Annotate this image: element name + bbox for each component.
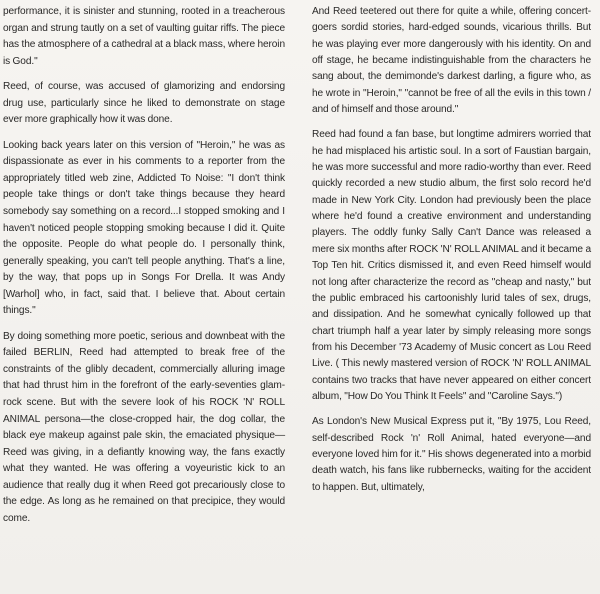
paragraph: As London's New Musical Express put it, "By 1975, Lou Reed, self-described Rock 'n' Roll Animal, hated everyone—and everyone loved him for it." His shows degenerated into a morbid death watch, his fans like rubbernecks, waiting for the accident to happen. But, ultimately, — [312, 416, 591, 493]
paragraph: And Reed teetered out there for quite a while, offering concert-goers sordid stories, hard-edged sounds, vicarious thrills. But he was playing ever more dangerously with his identity. On and off stage, he became indistinguishable from the characters he sang about, the demimonde's darkest darling, a figure who, as he wrote in "Heroin," "cannot be free of all the evils in this town / and of himself and those around." — [312, 6, 591, 116]
paragraph: Reed had found a fan base, but longtime admirers worried that he had misplaced his artistic soul. In a sort of Faustian bargain, he was more successful and more radio-worthy than ever. Reed quickly recorded a new studio album, the first solo record he'd made in New York City. London had previously been the place where he'd found a creative environment and understanding players. The oddly funky Sally Can't Dance was released a mere six months after ROCK 'N' ROLL ANIMAL and it became a Top Ten hit. Critics dismissed it, and even Reed himself would not long after characterize the record as "cheap and nasty," but the public embraced his cartoonishly lurid tales of sex, drugs, and dissipation. And he somewhat cynically followed up that chart triumph half a year later by simply releasing more songs from his December '73 Academy of Music concert as Lou Reed Live. ( This newly mastered version of ROCK 'N' ROLL ANIMAL contains two tracks that have never appeared on either concert album, "How Do You Think It Feels" and "Caroline Says.") — [312, 129, 591, 402]
right-text-column — [312, 4, 591, 505]
left-text-column — [3, 4, 285, 536]
paragraph: Looking back years later on this version of "Heroin," he was as dispassionate as ever in his comments to a reporter from the appropriately titled web zine, Addicted To Noise: "I don't think people take things or don't take things because they heard somebody say something on a record...I stopped smoking and I haven't noticed people stopping smoking because I did it. Quite the opposite. People do what people do. I personally think, generally speaking, you can't tell people anything. That's a line, by the way, that pops up in Songs For Drella. It was Andy [Warhol] who, in fact, said that. I believe that. About certain things." — [3, 139, 285, 317]
paragraph: performance, it is sinister and stunning, rooted in a treacherous organ and strung tautly on a set of vaulting guitar riffs. The piece has the atmosphere of a cathedral at a black mass, where heroin is God." — [3, 6, 285, 67]
paragraph: By doing something more poetic, serious and downbeat with the failed BERLIN, Reed had attempted to break free of the constraints of the glibly decadent, commercially alluring image that had thrust him in the forefront of the early-seventies glam-rock scene. But with the severe look of his ROCK 'N' ROLL ANIMAL persona—the close-cropped hair, the dog collar, the black eye makeup against pale skin, the emaciated physique—Reed was giving, in a defiantly knowing way, the fans exactly what they wanted. He was offering a voyeuristic kick to an audience that really dug it when Reed got precariously close to the edge. As long as he remained on that precipice, they would come. — [3, 330, 285, 524]
paragraph: Reed, of course, was accused of glamorizing and endorsing drug use, particularly since he liked to demonstrate on stage ever more graphically how it was done. — [3, 81, 285, 126]
